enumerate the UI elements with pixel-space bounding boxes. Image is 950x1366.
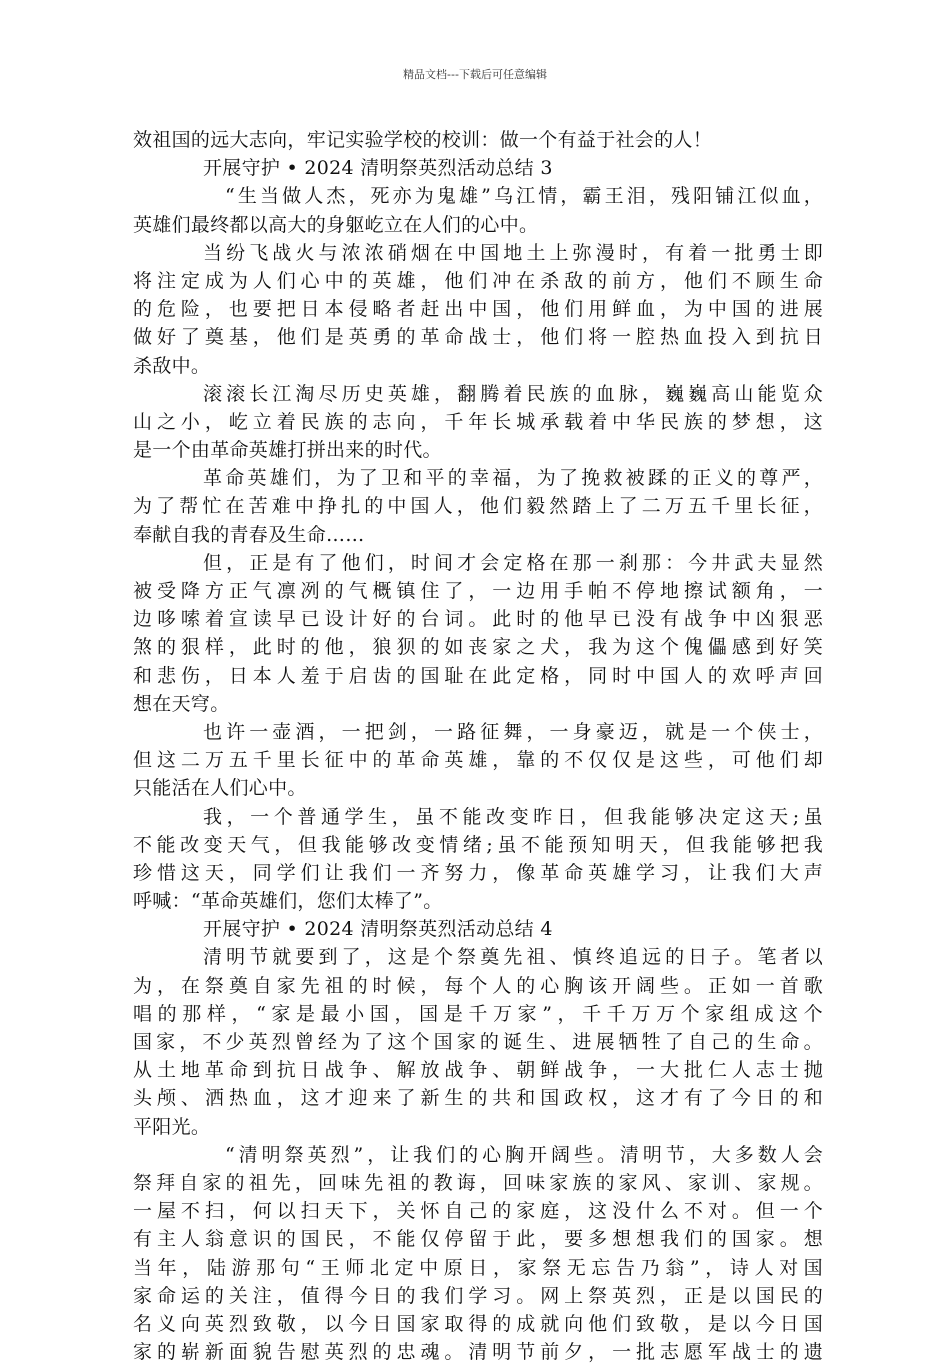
text-line: 也许一壶酒，一把剑，一路征舞，一身豪迈，就是一个侠士， xyxy=(203,720,823,743)
text-line: 做好了奠基，他们是英勇的革命战士，他们将一腔热血投入到抗日 xyxy=(133,326,823,349)
text-line: “生当做人杰，死亦为鬼雄”乌江情，霸王泪，残阳铺江似血， xyxy=(225,185,823,208)
text-line: 为，在祭奠自家先祖的时候，每个人的心胸该开阔些。正如一首歌 xyxy=(133,974,823,997)
text-line: 我，一个普通学生，虽不能改变昨日，但我能够决定这天;虽 xyxy=(203,805,823,828)
text-line: 是一个由革命英雄打拼出来的时代。 xyxy=(133,439,442,462)
text-line: 想在天穹。 xyxy=(133,692,230,715)
text-line: 有主人翁意识的国民，不能仅停留于此，要多想想我们的国家。想 xyxy=(133,1228,823,1251)
text-line: 英雄们最终都以高大的身躯屹立在人们的心中。 xyxy=(133,213,539,236)
text-line: 的危险，也要把日本侵略者赶出中国，他们用鲜血，为中国的进展 xyxy=(133,298,823,321)
text-line: 不能改变天气，但我能够改变情绪;虽不能预知明天，但我能够把我 xyxy=(133,833,823,856)
text-line: 从土地革命到抗日战争、解放战争、朝鲜战争，一大批仁人志士抛 xyxy=(133,1059,823,1082)
text-line: 山之小，屹立着民族的志向，千年长城承载着中华民族的梦想，这 xyxy=(133,410,823,433)
text-line: 为了帮忙在苦难中挣扎的中国人，他们毅然踏上了二万五千里长征， xyxy=(133,495,823,518)
text-line: 平阳光。 xyxy=(133,1115,211,1138)
text-line: 滚滚长江淘尽历史英雄，翻腾着民族的血脉，巍巍高山能览众 xyxy=(203,382,823,405)
text-line: 革命英雄们，为了卫和平的幸福，为了挽救被蹂的正义的尊严， xyxy=(203,467,823,490)
text-line: 祭拜自家的祖先，回味先祖的教诲，回味家族的家风、家训、家规。 xyxy=(133,1171,823,1194)
text-line: 效祖国的远大志向，牢记实验学校的校训：做一个有益于社会的人！ xyxy=(133,129,713,151)
text-line: 呼喊：“革命英雄们，您们太棒了”。 xyxy=(133,890,443,913)
text-line: 当纷飞战火与浓浓硝烟在中国地土上弥漫时，有着一批勇士即 xyxy=(203,241,823,264)
text-line: 但，正是有了他们，时间才会定格在那一刹那：今井武夫显然 xyxy=(203,551,823,574)
document-body xyxy=(133,126,823,1366)
text-line: 名义向英烈致敬，以今日国家取得的成就向他们致敬，是以今日国 xyxy=(133,1312,823,1335)
text-line: 煞的狠样，此时的他，狼狈的如丧家之犬，我为这个傀儡感到好笑 xyxy=(133,636,823,659)
page-header: 精品文档---下载后可任意编辑 xyxy=(403,68,547,81)
text-line: 头颅、洒热血，这才迎来了新生的共和国政权，这才有了今日的和 xyxy=(133,1087,823,1110)
text-line: 和悲伤，日本人羞于启齿的国耻在此定格，同时中国人的欢呼声回 xyxy=(133,664,823,687)
text-line: 但这二万五千里长征中的革命英雄，靠的不仅仅是这些，可他们却 xyxy=(133,749,823,772)
text-line: “清明祭英烈”，让我们的心胸开阔些。清明节，大多数人会 xyxy=(225,1143,823,1166)
text-line: 当年，陆游那句“王师北定中原日，家祭无忘告乃翁”，诗人对国 xyxy=(133,1256,823,1279)
text-line: 清明节就要到了，这是个祭奠先祖、慎终追远的日子。笔者以 xyxy=(203,946,823,969)
text-line: 被受降方正气凛冽的气概镇住了，一边用手帕不停地擦试额角，一 xyxy=(133,580,823,602)
text-line: 奉献自我的青春及生命…… xyxy=(133,523,365,546)
section-heading: 开展守护 • 2024 清明祭英烈活动总结 4 xyxy=(203,918,553,941)
section-heading: 开展守护 • 2024 清明祭英烈活动总结 3 xyxy=(203,157,553,180)
text-line: 只能活在人们心中。 xyxy=(133,777,307,800)
text-line: 国家，不少英烈曾经为了这个国家的诞生、进展牺牲了自己的生命。 xyxy=(133,1031,823,1053)
text-line: 家的崭新面貌告慰英烈的忠魂。清明节前夕，一批志愿军战士的遗 xyxy=(133,1341,823,1364)
text-line: 唱的那样，“家是最小国，国是千万家”，千千万万个家组成这个 xyxy=(133,1002,823,1025)
text-line: 家命运的关注，值得今日的我们学习。网上祭英烈，正是以国民的 xyxy=(133,1284,823,1307)
text-line: 杀敌中。 xyxy=(133,354,211,377)
text-line: 边哆嗦着宣读早已设计好的台词。此时的他早已没有战争中凶狠恶 xyxy=(133,608,823,631)
text-line: 珍惜这天，同学们让我们一齐努力，像革命英雄学习，让我们大声 xyxy=(133,861,823,884)
text-line: 将注定成为人们心中的英雄，他们冲在杀敌的前方，他们不顾生命 xyxy=(133,269,823,292)
text-line: 一屋不扫，何以扫天下，关怀自己的家庭，这没什么不对。但一个 xyxy=(133,1200,823,1223)
